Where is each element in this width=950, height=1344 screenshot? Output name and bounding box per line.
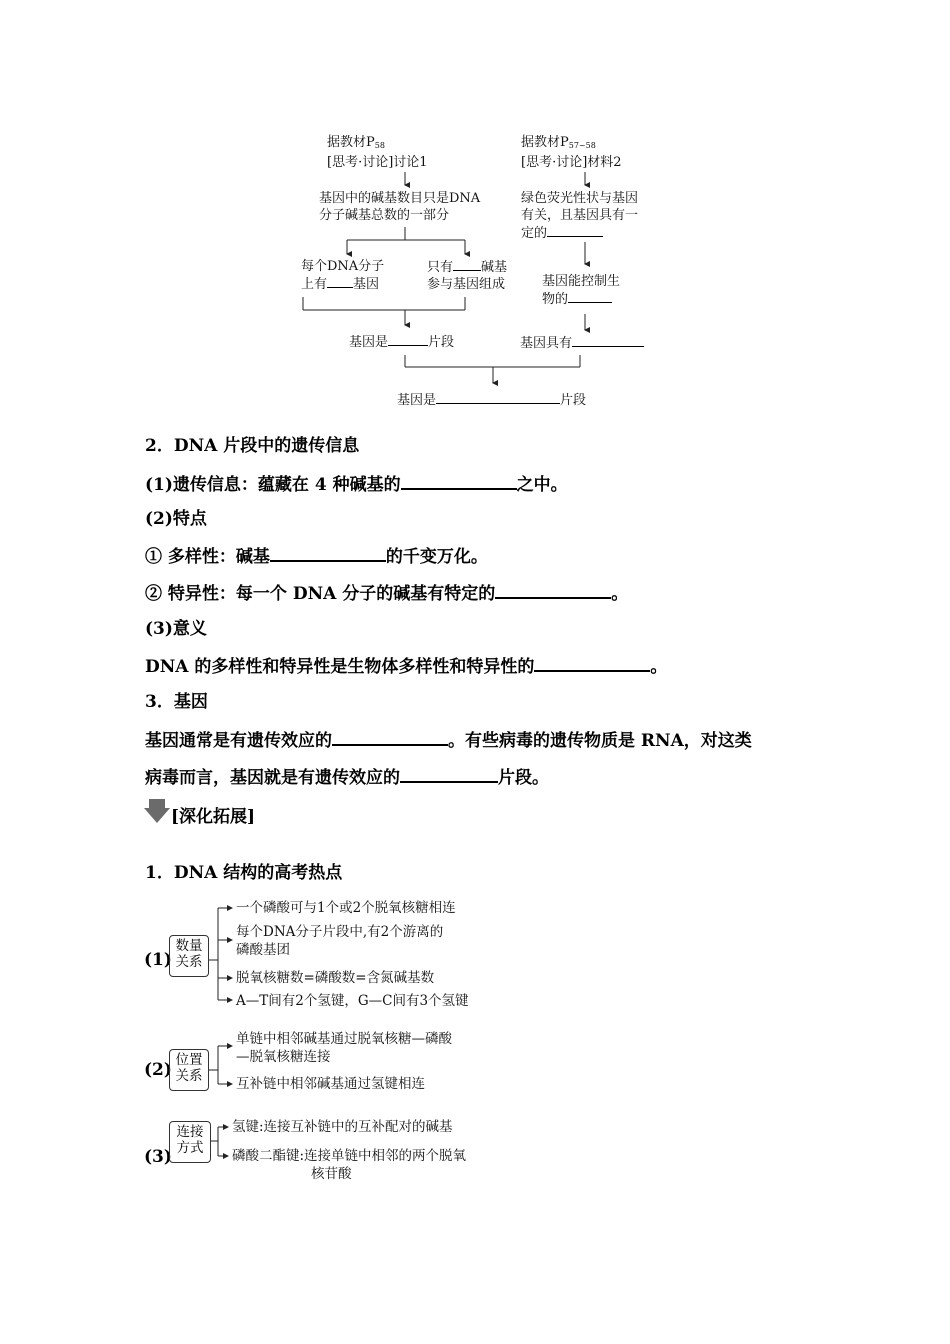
hot-heading: 1．DNA 结构的高考热点	[145, 863, 343, 883]
group3-box: 连接 方式	[169, 1121, 211, 1163]
group1-item1: 一个磷酸可与1个或2个脱氧核糖相连	[236, 900, 456, 916]
left-source: 据教材$P_{58}$ [思考·讨论]讨论1	[327, 135, 428, 170]
left-fact: 基因中的碱基数目只是DNA 分子碱基总数的一部分	[319, 191, 481, 223]
arrow-down-icon	[144, 799, 170, 823]
group3-number: (3)	[144, 1147, 172, 1167]
section2-p5: (3)意义	[145, 619, 207, 639]
section2-p2: (2)特点	[145, 509, 207, 529]
section2-heading: 2．DNA 片段中的遗传信息	[145, 436, 360, 456]
group2-number: (2)	[144, 1060, 172, 1080]
deepen-label: [深化拓展]	[171, 807, 256, 827]
group1-item4: A—T间有2个氢键，G—C间有3个氢键	[236, 993, 469, 1009]
section2-p4: ② 特异性：每一个 DNA 分子的碱基有特定的 。	[145, 581, 628, 605]
section3-p1: 基因通常是有遗传效应的 。有些病毒的遗传物质是 RNA，对这类	[145, 728, 752, 752]
group2-item2: 互补链中相邻碱基通过氢键相连	[236, 1076, 425, 1092]
section3-heading: 3．基因	[145, 692, 208, 712]
group3-item2: 磷酸二酯键:连接单链中相邻的两个脱氧 核苷酸	[232, 1148, 467, 1182]
right-mid: 基因能控制生 物的	[542, 274, 621, 307]
group2-box: 位置 关系	[169, 1049, 209, 1091]
group1-item2: 每个DNA分子片段中,有2个游离的 磷酸基团	[236, 924, 444, 958]
group1-item3: 脱氧核糖数=磷酸数=含氮碱基数	[236, 970, 435, 986]
branch-a: 每个DNA分子 上有 基因	[301, 259, 385, 292]
group2-item1: 单链中相邻碱基通过脱氧核糖—磷酸 —脱氧核糖连接	[236, 1031, 452, 1065]
section2-p3: ① 多样性：碱基 的千变万化。	[145, 544, 488, 568]
right-fact: 绿色荧光性状与基因 有关，且基因具有一 定的	[521, 191, 639, 241]
group3-item1: 氢键:连接互补链中的互补配对的碱基	[232, 1119, 453, 1135]
section3-p2: 病毒而言，基因就是有遗传效应的 片段。	[145, 765, 549, 789]
right-source: 据教材$P_{57\sim 58}$ [思考·讨论]材料2	[521, 135, 622, 170]
final-result: 基因是 片段	[397, 393, 587, 408]
section2-p6: DNA 的多样性和特异性是生物体多样性和特异性的 。	[145, 654, 667, 678]
right-result: 基因具有	[520, 334, 644, 352]
section2-p1: (1)遗传信息：蕴藏在 4 种碱基的 之中。	[145, 472, 568, 496]
group1-box: 数量 关系	[169, 935, 209, 977]
group1-number: (1)	[144, 950, 172, 970]
branch-b: 只有 碱基 参与基因组成	[427, 260, 508, 292]
left-result: 基因是 片段	[349, 335, 455, 350]
